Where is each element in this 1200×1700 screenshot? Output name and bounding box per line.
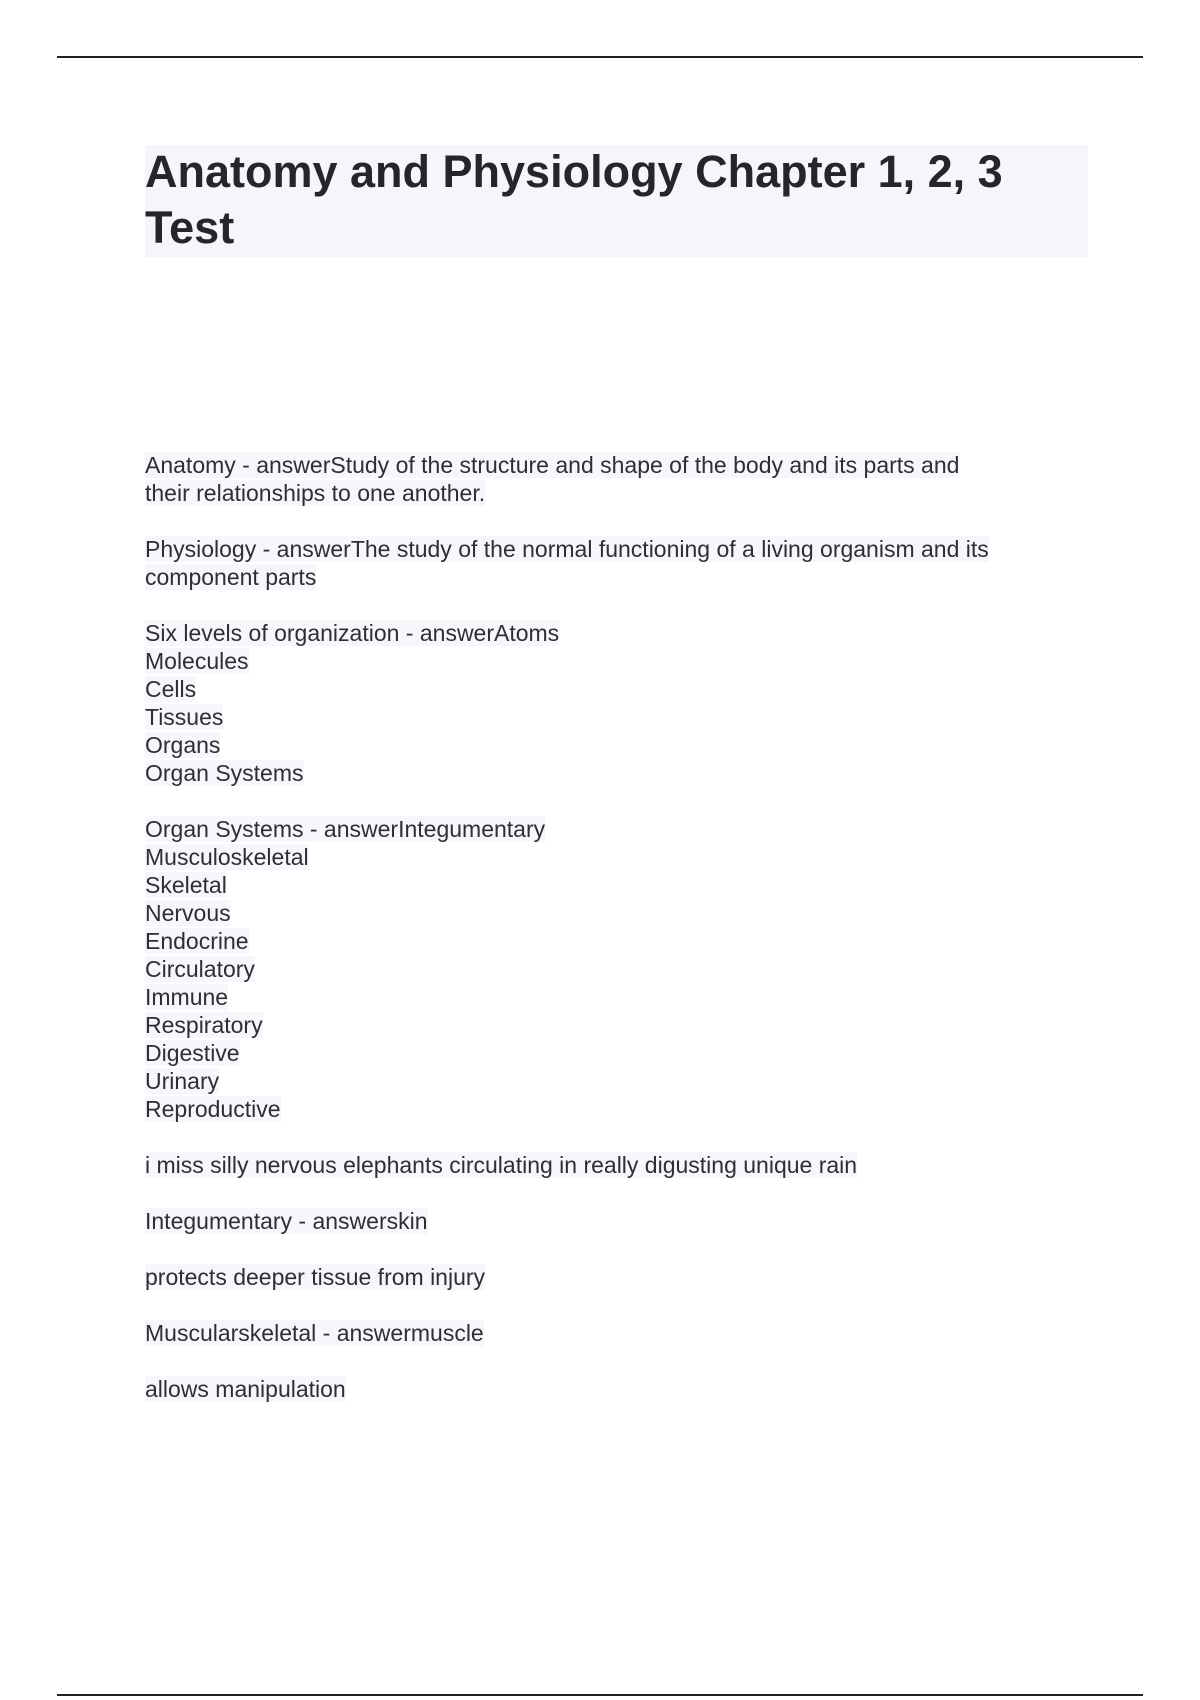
- entry-note-paragraph: [145, 1375, 1095, 1403]
- entry-definition-line: Endocrine: [145, 928, 249, 954]
- entry-definition-line: The study of the normal functioning of a living organism and its: [350, 536, 989, 562]
- qa-entry-organ-systems: [145, 815, 1095, 1123]
- entry-definition-line: Atoms: [494, 620, 560, 646]
- qa-entry-physiology: [145, 535, 1095, 591]
- entry-definition-line: Organ Systems: [145, 760, 304, 786]
- entry-definition-line: Integumentary: [398, 816, 546, 842]
- entry-definition-line: Molecules: [145, 648, 249, 674]
- entry-definition-line: their relationships to one another.: [145, 480, 486, 506]
- page-title: Anatomy and Physiology Chapter 1, 2, 3 Test: [145, 146, 1003, 253]
- entry-term: Physiology - answer: [145, 536, 351, 562]
- entry-definition: muscle: [410, 1320, 484, 1346]
- entry-note: protects deeper tissue from injury: [145, 1264, 486, 1290]
- entry-note-paragraph: [145, 1263, 1095, 1291]
- entry-definition-line: Nervous: [145, 900, 231, 926]
- entry-term: Integumentary - answer: [145, 1208, 387, 1234]
- entry-definition-line: Skeletal: [145, 872, 227, 898]
- document-body: [145, 451, 1095, 1431]
- mnemonic-text: i miss silly nervous elephants circulating in really digusting unique rain: [145, 1152, 858, 1178]
- entry-definition-line: Reproductive: [145, 1096, 281, 1122]
- entry-definition-line: Tissues: [145, 704, 224, 730]
- entry-definition-line: Cells: [145, 676, 197, 702]
- qa-entry-integumentary: [145, 1207, 1095, 1235]
- entry-definition-line: Organs: [145, 732, 221, 758]
- entry-definition-line: Urinary: [145, 1068, 220, 1094]
- entry-definition-line: component parts: [145, 564, 317, 590]
- top-rule: [57, 56, 1143, 58]
- entry-term: Anatomy - answer: [145, 452, 331, 478]
- entry-term: Muscularskeletal - answer: [145, 1320, 411, 1346]
- entry-definition-line: Musculoskeletal: [145, 844, 309, 870]
- entry-term: Organ Systems - answer: [145, 816, 399, 842]
- entry-definition-line: Immune: [145, 984, 229, 1010]
- entry-definition: skin: [386, 1208, 428, 1234]
- entry-definition-line: Respiratory: [145, 1012, 263, 1038]
- bottom-rule: [57, 1694, 1143, 1696]
- entry-definition-line: Study of the structure and shape of the body and its parts and: [330, 452, 960, 478]
- qa-entry-muscularskeletal: [145, 1319, 1095, 1347]
- mnemonic-paragraph: [145, 1151, 1095, 1179]
- qa-entry-six-levels: [145, 619, 1095, 787]
- entry-definition-line: Digestive: [145, 1040, 240, 1066]
- qa-entry-anatomy: [145, 451, 1095, 507]
- entry-definition-line: Circulatory: [145, 956, 255, 982]
- entry-term: Six levels of organization - answer: [145, 620, 494, 646]
- entry-note: allows manipulation: [145, 1376, 346, 1402]
